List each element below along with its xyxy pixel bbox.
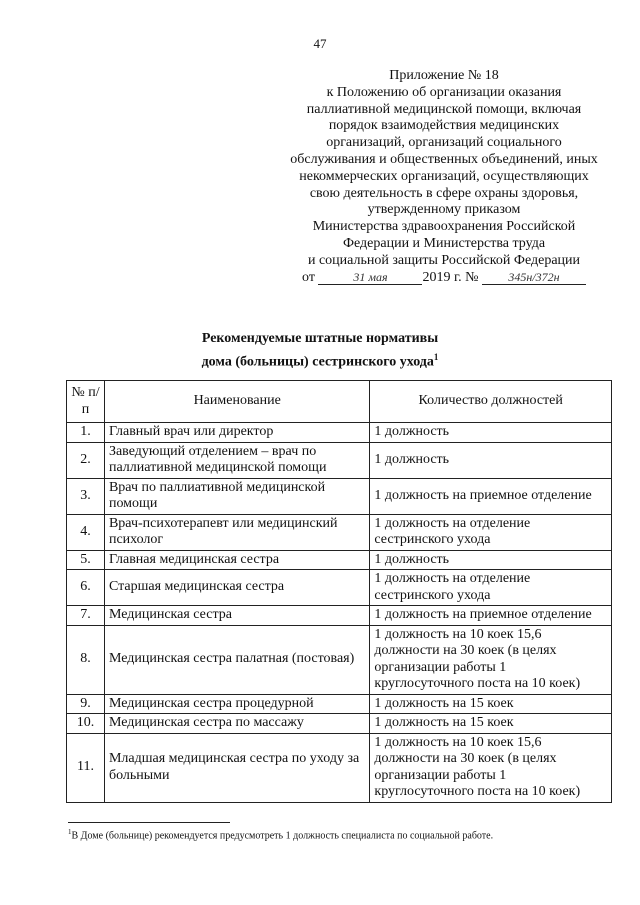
row-number: 10. (67, 714, 105, 734)
position-name: Врач-психотерапевт или медицинский психолог (104, 514, 369, 550)
appendix-line: свою деятельность в сфере охраны здоровья, (309, 185, 579, 201)
table-row (67, 625, 612, 694)
appendix-line: Министерства здравоохранения Российской (312, 219, 576, 235)
table-row (67, 570, 612, 606)
row-number: 2. (67, 442, 105, 478)
table-row (67, 694, 612, 714)
table-row (67, 423, 612, 443)
position-quantity: 1 должность на отделение сестринского ухода (370, 514, 612, 550)
row-number: 7. (67, 606, 105, 626)
row-number: 8. (67, 625, 105, 694)
position-name: Медицинская сестра процедурной (104, 694, 369, 714)
table-row (67, 550, 612, 570)
position-quantity: 1 должность (370, 442, 612, 478)
appendix-line: и социальной защиты Российской Федерации (307, 252, 581, 268)
table-row (67, 478, 612, 514)
appendix-line: к Положению об организации оказания (326, 84, 562, 100)
header-number: № п/п (67, 381, 105, 423)
row-number: 3. (67, 478, 105, 514)
position-name: Медицинская сестра (104, 606, 369, 626)
title-line-2 (0, 348, 640, 372)
row-number: 1. (67, 423, 105, 443)
position-quantity: 1 должность на отделение сестринского ухода (370, 570, 612, 606)
position-name: Медицинская сестра по массажу (104, 714, 369, 734)
position-quantity: 1 должность (370, 550, 612, 570)
position-name: Главный врач или директор (104, 423, 369, 443)
appendix-line: Федерации и Министерства труда (342, 235, 546, 251)
page-number: 47 (313, 36, 327, 51)
row-number: 11. (67, 733, 105, 802)
footnote-divider (68, 822, 230, 823)
position-quantity: 1 должность на 15 коек (370, 714, 612, 734)
handwritten-order-number-signature: 345н/372н (482, 270, 586, 285)
title-footnote-mark: 1 (433, 352, 439, 362)
staffing-table (66, 380, 612, 803)
header-quantity: Количество должностей (370, 381, 612, 423)
position-quantity: 1 должность на приемное отделение (370, 478, 612, 514)
table-row (67, 514, 612, 550)
date-prefix: от (302, 269, 315, 285)
position-name: Врач по паллиативной медицинской помощи (104, 478, 369, 514)
position-quantity: 1 должность на 10 коек 15,6 должности на 30 коек (в целях организации работы 1 круглосуточного поста на 10 коек) (370, 625, 612, 694)
table-row (67, 442, 612, 478)
appendix-header (262, 68, 626, 286)
order-year: 2019 г. № (422, 269, 479, 285)
position-quantity: 1 должность на приемное отделение (370, 606, 612, 626)
position-name: Младшая медицинская сестра по уходу за больными (104, 733, 369, 802)
footnote-text: В Доме (больнице) рекомендуется предусмотреть 1 должность специалиста по социальной работе. (71, 830, 494, 842)
appendix-line: организаций, организаций социального (326, 135, 562, 151)
appendix-line: некоммерческих организаций, осуществляющих (299, 168, 589, 184)
title-line-2-text: дома (больницы) сестринского ухода (201, 354, 434, 370)
position-quantity: 1 должность (370, 423, 612, 443)
appendix-line: утвержденному приказом (367, 202, 521, 218)
order-date-line (262, 270, 626, 287)
handwritten-date-signature: 31 мая (318, 270, 422, 285)
header-name: Наименование (104, 381, 369, 423)
document-title (0, 330, 640, 372)
position-name: Медицинская сестра палатная (постовая) (104, 625, 369, 694)
appendix-line: паллиативной медицинской помощи, включая (306, 101, 582, 117)
table-row (67, 606, 612, 626)
position-quantity: 1 должность на 15 коек (370, 694, 612, 714)
table-header-row (67, 381, 612, 423)
table-row (67, 733, 612, 802)
appendix-line: порядок взаимодействия медицинских (328, 118, 560, 134)
row-number: 6. (67, 570, 105, 606)
appendix-line: Приложение № 18 (389, 68, 499, 83)
footnote (68, 826, 618, 842)
position-name: Главная медицинская сестра (104, 550, 369, 570)
position-name: Старшая медицинская сестра (104, 570, 369, 606)
row-number: 9. (67, 694, 105, 714)
appendix-line: обслуживания и общественных объединений, иных (290, 151, 598, 167)
footnote-mark: 1 (68, 828, 72, 836)
position-quantity: 1 должность на 10 коек 15,6 должности на 30 коек (в целях организации работы 1 круглосуточного поста на 10 коек) (370, 733, 612, 802)
title-line-1: Рекомендуемые штатные нормативы (201, 331, 439, 346)
row-number: 5. (67, 550, 105, 570)
table-row (67, 714, 612, 734)
position-name: Заведующий отделением – врач по паллиативной медицинской помощи (104, 442, 369, 478)
row-number: 4. (67, 514, 105, 550)
